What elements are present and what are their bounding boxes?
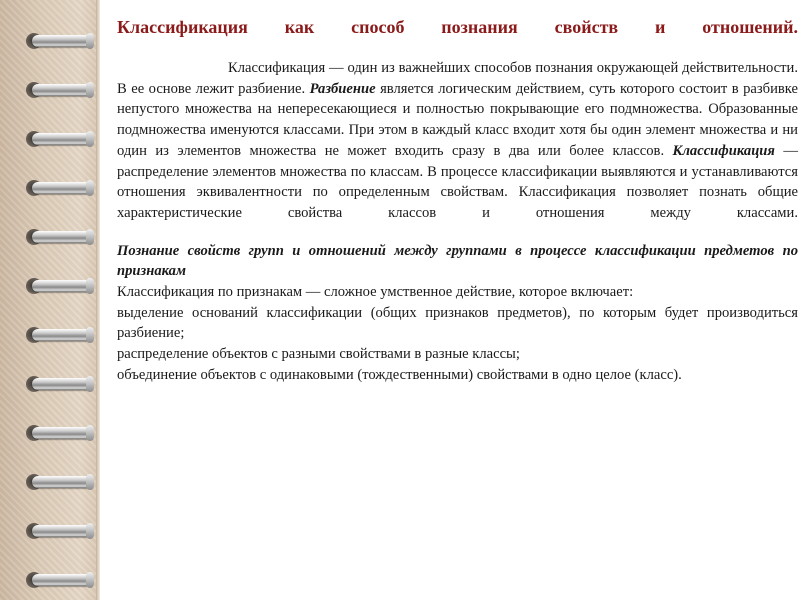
binder-ring-icon <box>22 471 92 493</box>
term-razbienie: Разбиение <box>309 80 376 97</box>
text-line: распределение объектов с разными свойствами в разные классы; <box>117 346 520 363</box>
binder-ring-icon <box>22 569 92 591</box>
text-line: Классификация по признакам — сложное умственное действие, которое включает: <box>117 284 634 301</box>
binder-ring-icon <box>22 226 92 248</box>
term-klassifikatsiya: Классификация <box>672 142 775 159</box>
binder-ring-icon <box>22 324 92 346</box>
paragraph-text-2: является логическим действием, суть которого состоит в разбивке непустого множества на непересекающиеся и полностью покрывающие его подмножества. Образованные подмножества именуются классами. При этом в каждый класс входит хотя бы один элемент множества и ни один из элементов множества не может входить сразу в два или более классов. <box>117 80 798 159</box>
intro-paragraph <box>117 58 798 224</box>
binder-ring-icon <box>22 373 92 395</box>
paragraph-text-1: Классификация — один из важнейших способов познания окружающей действительности. В ее основе лежит разбиение. <box>117 60 798 97</box>
binder-ring-icon <box>22 520 92 542</box>
section-subheading: Познание свойств групп и отношений между группами в процессе классификации предметов по признакам <box>117 242 798 280</box>
content-area <box>117 14 798 386</box>
binder-ring-icon <box>22 177 92 199</box>
spine-edge <box>96 0 100 600</box>
paragraph-text-3: — распределение элементов множества по классам. В процессе классификации выявляются и устанавливаются отношения эквивалентности по определенным свойствам. Классификация позволяет познать общие характеристические свойства классов и отношения между классами. <box>117 142 798 221</box>
binder-ring-icon <box>22 30 92 52</box>
binder-ring-icon <box>22 128 92 150</box>
binder-ring-icon <box>22 275 92 297</box>
binder-ring-icon <box>22 79 92 101</box>
page-title: Классификация как способ познания свойств и отношений. <box>117 17 798 37</box>
text-line: выделение оснований классификации (общих признаков предметов), по которым будет производиться разбиение; <box>117 304 798 342</box>
text-line: объединение объектов с одинаковыми (тождественными) свойствами в одно целое (класс). <box>117 366 682 383</box>
binder-ring-icon <box>22 422 92 444</box>
